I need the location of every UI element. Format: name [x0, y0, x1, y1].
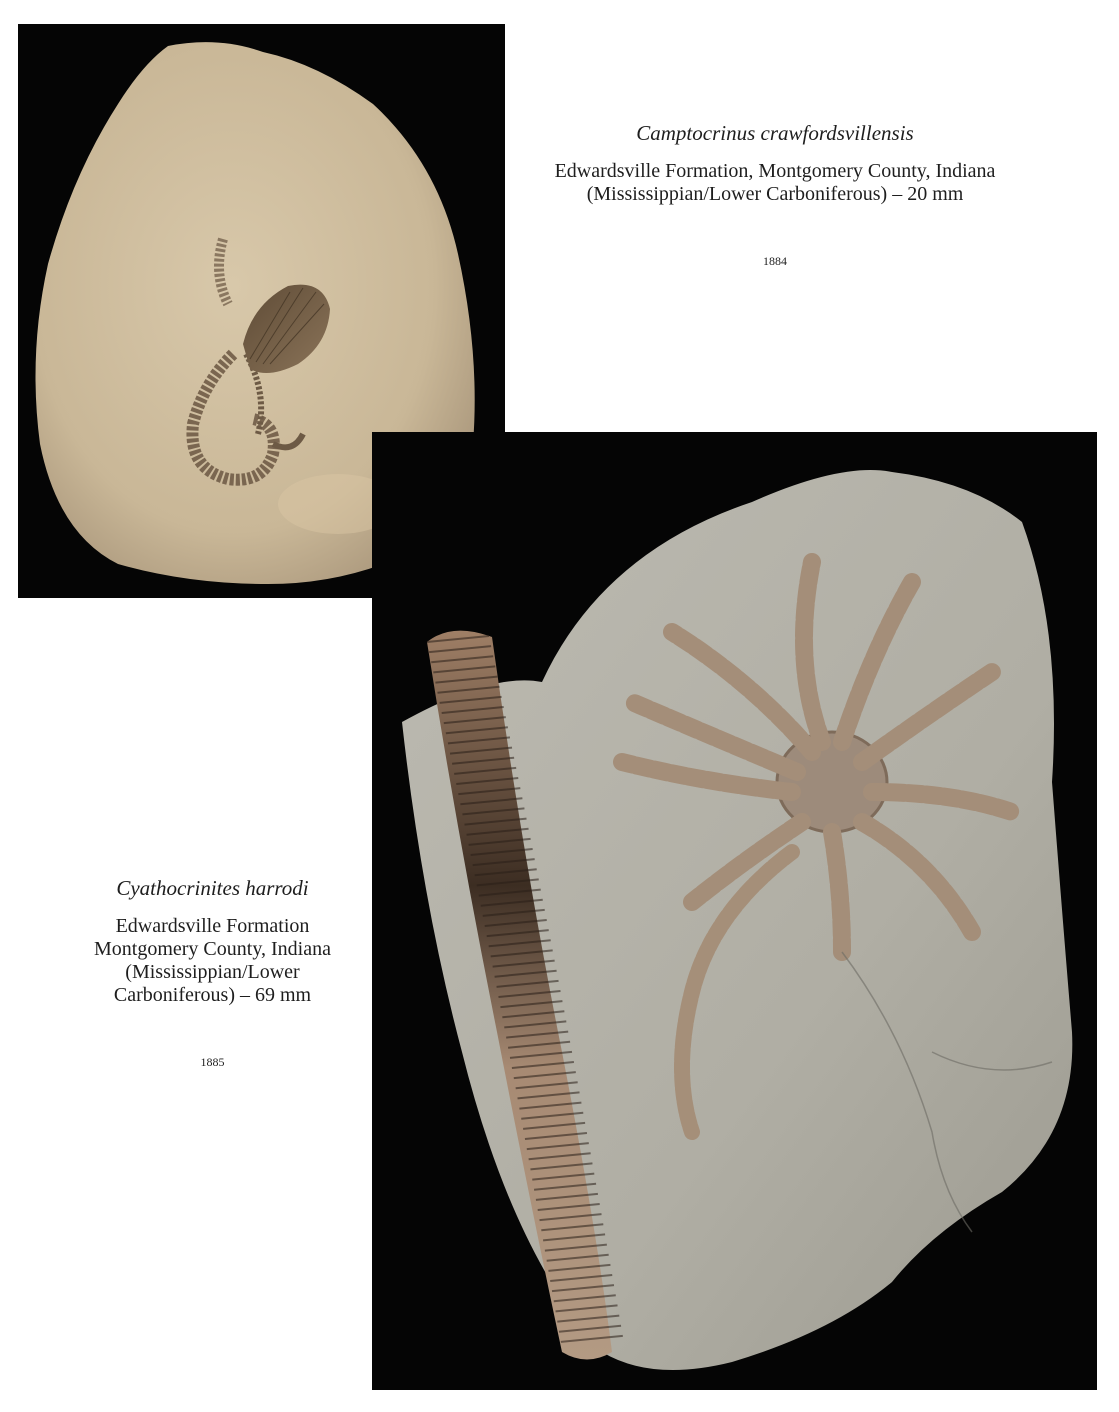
species-name: Cyathocrinites harrodi — [116, 876, 309, 900]
caption-line: (Mississippian/Lower — [125, 961, 300, 983]
cyathocrinites-photo-illustration — [372, 432, 1097, 1390]
caption-cyathocrinites — [40, 875, 385, 1069]
species-name: Camptocrinus crawfordsvillensis — [636, 121, 914, 145]
caption-line: Edwardsville Formation — [115, 915, 310, 937]
caption-line: (Mississippian/Lower Carboniferous) – 20 mm — [586, 183, 964, 205]
specimen-photo-cyathocrinites — [372, 432, 1097, 1390]
caption-line: Edwardsville Formation, Montgomery County, Indiana — [554, 160, 996, 182]
caption-line: Carboniferous) – 69 mm — [113, 984, 312, 1006]
specimen-number: 1885 — [200, 1055, 225, 1069]
caption-line: Montgomery County, Indiana — [93, 938, 331, 960]
caption-camptocrinus — [520, 120, 1030, 268]
specimen-number: 1884 — [763, 254, 787, 268]
